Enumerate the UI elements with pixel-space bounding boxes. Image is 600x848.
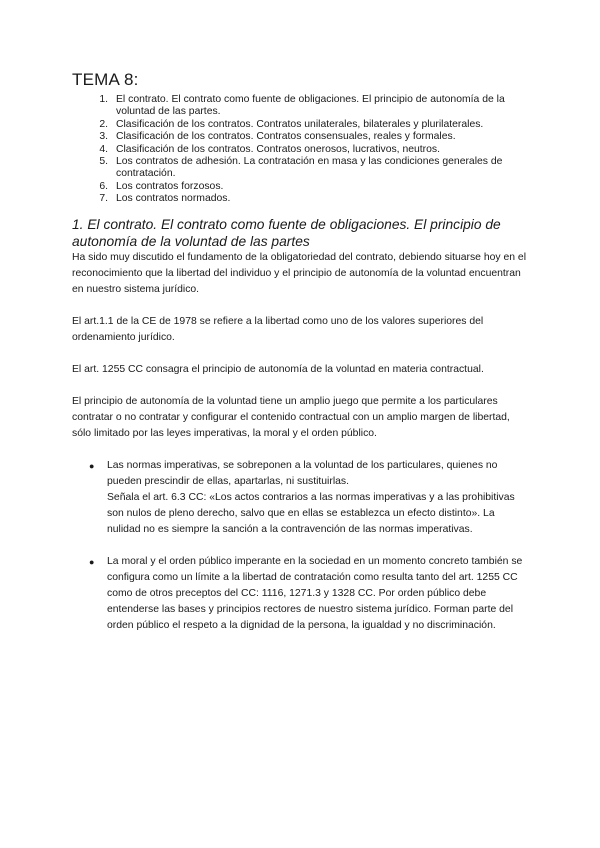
toc-number: 2. — [99, 118, 108, 130]
toc-number: 4. — [99, 143, 108, 155]
list-item — [72, 458, 530, 538]
toc-number: 1. — [99, 94, 108, 105]
bullet-list — [72, 554, 530, 634]
table-of-contents — [72, 94, 530, 206]
toc-item — [72, 156, 530, 181]
toc-number: 5. — [99, 156, 108, 168]
paragraph: El art. 1255 CC consagra el principio de autonomía de la voluntad en materia contractual. — [72, 363, 484, 375]
toc-text: Los contratos forzosos. — [116, 180, 224, 192]
toc-text: Los contratos de adhesión. La contratación en masa y las condiciones generales de contratación. — [116, 156, 503, 180]
toc-item — [72, 119, 530, 131]
paragraph-spacer — [72, 442, 530, 458]
page-title: TEMA 8: — [72, 70, 139, 89]
toc-item — [72, 181, 530, 193]
toc-item — [72, 94, 530, 119]
paragraph: El art.1.1 de la CE de 1978 se refiere a la libertad como uno de los valores superiores del ordenamiento jurídico. — [72, 315, 484, 343]
toc-text: Los contratos normados. — [116, 193, 231, 205]
bullet-quote: Señala el art. 6.3 CC: «Los actos contrarios a las normas imperativas y a las prohibitivas son nulos de pleno derecho, salvo que en ellas se establezca un efecto distinto». La nulidad no es siempre la sanción a la contravención de las normas imperativas. — [107, 491, 515, 535]
paragraph-spacer — [72, 298, 530, 314]
bullet-body — [107, 554, 530, 634]
bullet-text: Las normas imperativas, se sobreponen a la voluntad de los particulares, quienes no pueden prescindir de ellas, apartarlas, ni sustituirlas. — [107, 459, 498, 487]
bullet-icon: ● — [89, 556, 95, 567]
toc-number: 7. — [99, 193, 108, 205]
paragraph: El principio de autonomía de la voluntad tiene un amplio juego que permite a los particulares contratar o no contratar y configurar el contenido contractual con un amplio margen de libertad, sólo limitado por las leyes imperativas, la moral y el orden público. — [72, 395, 510, 439]
bullet-list — [72, 458, 530, 538]
bullet-icon: ● — [89, 460, 95, 471]
paragraph-spacer — [72, 378, 530, 394]
bullet-text: La moral y el orden público imperante en la sociedad en un momento concreto también se configura como un límite a la libertad de contratación como resulta tanto del art. 1255 CC como de otros preceptos del CC: 1116, 1271.3 y 1328 CC. Por orden público debe entenderse las bases y principios rectores de nuestro sistema jurídico. Forman parte del orden público el respeto a la dignidad de la persona, la igualdad y no discriminación. — [107, 555, 523, 631]
paragraph: Ha sido muy discutido el fundamento de la obligatoriedad del contrato, debiendo situarse hoy en el reconocimiento que la libertad del individuo y el principio de autonomía de la voluntad encuentran en nuestro sistema jurídico. — [72, 251, 527, 295]
section-heading: 1. El contrato. El contrato como fuente de obligaciones. El principio de autonomía de la voluntad de las partes — [72, 216, 501, 249]
document-content — [72, 70, 530, 634]
list-item — [72, 554, 530, 634]
toc-item — [72, 131, 530, 143]
bullet-body — [107, 458, 530, 538]
toc-number: 6. — [99, 180, 108, 192]
toc-number: 3. — [99, 131, 108, 143]
paragraph-spacer — [72, 346, 530, 362]
toc-text: Clasificación de los contratos. Contratos consensuales, reales y formales. — [116, 131, 456, 143]
toc-item — [72, 193, 530, 205]
toc-text: Clasificación de los contratos. Contratos unilaterales, bilaterales y plurilaterales. — [116, 118, 484, 130]
toc-item — [72, 144, 530, 156]
paragraph-spacer — [72, 538, 530, 554]
toc-text: El contrato. El contrato como fuente de obligaciones. El principio de autonomía de la voluntad de las partes. — [116, 94, 505, 118]
toc-text: Clasificación de los contratos. Contratos onerosos, lucrativos, neutros. — [116, 143, 440, 155]
